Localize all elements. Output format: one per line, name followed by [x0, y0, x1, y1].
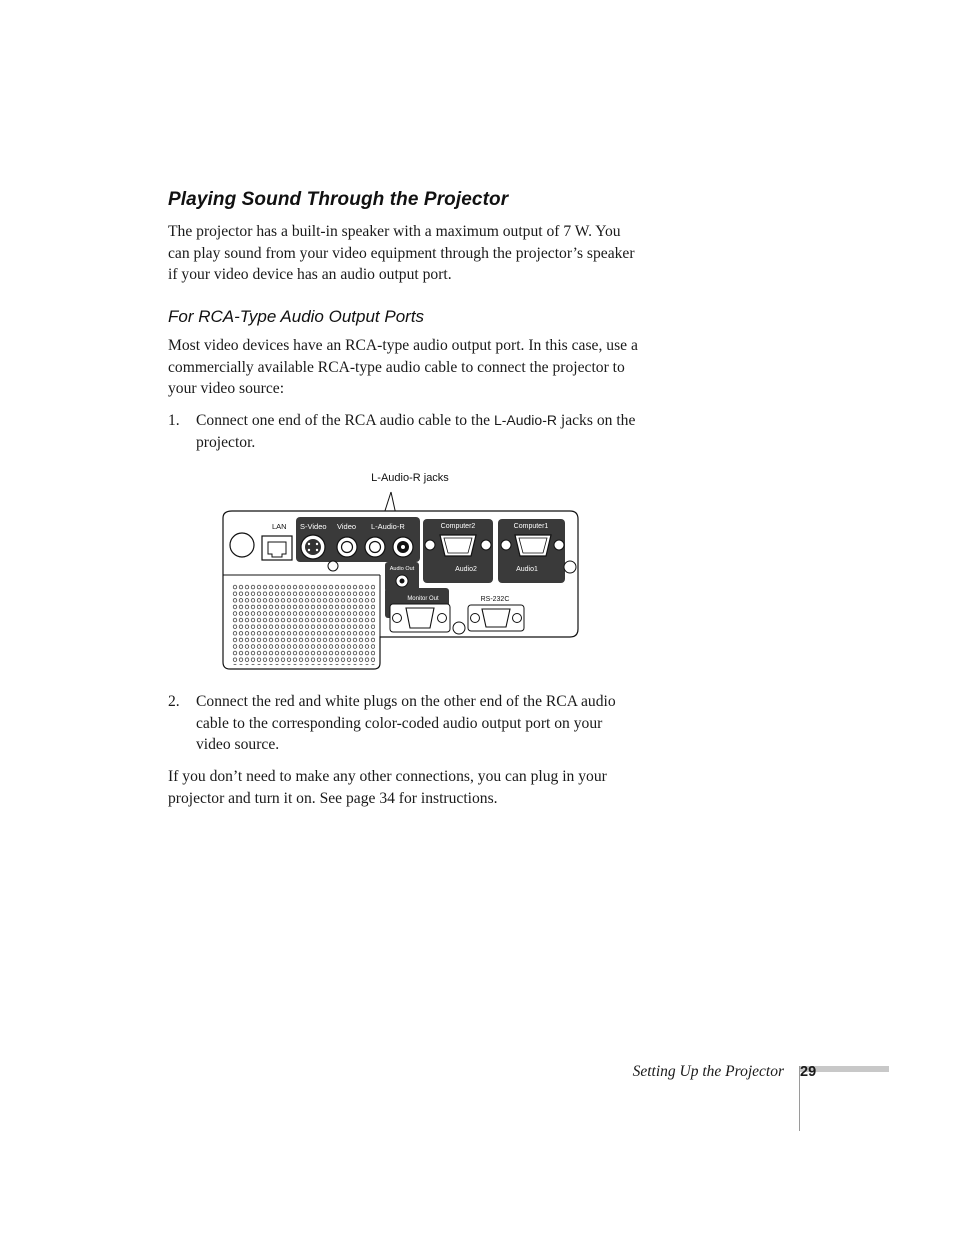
computer1-label: Computer1: [513, 523, 549, 530]
closing-paragraph: If you don’t need to make any other connections, you can plug in your projector and turn it on. See page 34 for instructions.: [168, 768, 607, 807]
page-number: 29: [800, 1064, 817, 1080]
footer-section-title: Setting Up the Projector: [632, 1063, 784, 1080]
computer2-label: Computer2: [440, 523, 476, 530]
audio-out-label: Audio Out: [389, 566, 415, 572]
step-text: Connect the red and white plugs on the other end of the RCA audio cable to the corresponding color-coded audio output port on your video source.: [196, 693, 616, 754]
audio-l-jack: [365, 537, 385, 557]
rs232c-label: RS-232C: [480, 596, 510, 603]
section-heading: Playing Sound Through the Projector: [168, 189, 509, 210]
audio2-label: Audio2: [455, 566, 477, 573]
lan-label: LAN: [272, 522, 287, 531]
l-audio-r-label: L-Audio-R: [371, 522, 405, 531]
callout-label: L-Audio-R jacks: [371, 472, 449, 484]
projector-rear-panel-illustration: [220, 465, 582, 675]
monitor-out-label: Monitor Out: [407, 596, 439, 602]
port-name: L-Audio-R: [493, 412, 557, 428]
subsection-heading: For RCA-Type Audio Output Ports: [168, 307, 425, 326]
step-text: Connect one end of the RCA audio cable to the L-Audio-R jacks on the projector.: [196, 412, 636, 451]
monitor-out-port: [406, 608, 434, 628]
s-video-label: S-Video: [300, 522, 327, 531]
step-2: [168, 691, 638, 756]
lan-port: [262, 536, 292, 560]
step-number: 1.: [168, 412, 180, 429]
rs232c-port: [482, 609, 510, 627]
step-number: 2.: [168, 693, 180, 710]
audio1-label: Audio1: [516, 566, 538, 573]
intro-paragraph: The projector has a built-in speaker with a maximum output of 7 W. You can play sound from your video equipment through the projector’s speaker if your video device has an audio output port.: [168, 223, 635, 284]
step-1: [168, 410, 638, 453]
video-label: Video: [337, 522, 357, 531]
subsection-paragraph: Most video devices have an RCA-type audio output port. In this case, use a commercially available RCA-type audio cable to connect the projector to your video source:: [168, 337, 638, 398]
video-jack: [337, 537, 357, 557]
